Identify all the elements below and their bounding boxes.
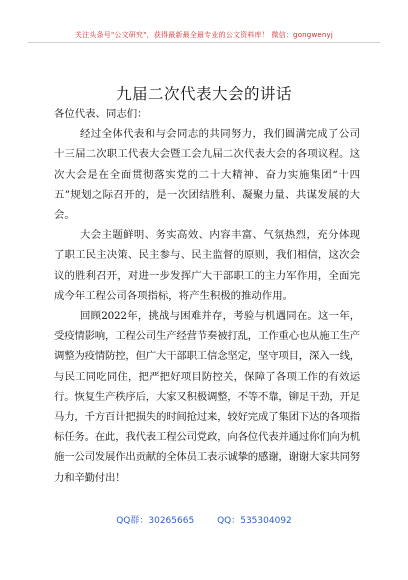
paragraph-1: 经过全体代表和与会同志的共同努力，我们圆满完成了公司十三届二次职工代表大会暨工会九届二次代表大会的各项议程。这次大会是在全面贯彻落实党的二十大精神、奋力实施集团“十四五”规划之际召开的，是一次团结胜利、凝聚力量、共谋发展的大会。 <box>54 128 360 222</box>
footer-contact: QQ群：30265665 QQ：535304092 <box>116 516 292 526</box>
document-title: 九届二次代表大会的讲话 <box>115 85 292 103</box>
salutation: 各位代表、同志们： <box>54 108 148 120</box>
header-note: 关注头条号"公文研究"，获得最新最全最专业的公文资料库！ 微信：gongwenyj <box>74 31 334 39</box>
paragraph-2: 大会主题鲜明、务实高效、内容丰富、气氛热烈，充分体现了职工民主决策、民主参与、民主监督的原则，我们相信，这次会议的胜利召开，对进一步发挥广大干部职工的主力军作用，全面完成今年工程公司各项指标，将产生积极的推动作用。 <box>54 229 360 302</box>
paragraph-3: 回顾2022年，挑战与困难并存，考验与机遇同在。这一年，受疫情影响，工程公司生产经营节奏被打乱，工作重心也从施工生产调整为疫情防控，但广大干部职工信念坚定，坚守项目，深入一线，与民工同吃同住，把严把好项目防控关，保障了各项工作的有效运行。恢复生产秩序后，大家又积极调整，不等不靠，铆足干劲，开足马力，千方百计把损失的时间抢过来，较好完成了集团下达的各项指标任务。在此，我代表工程公司党政，向各位代表并通过你们向为机施一公司发展作出贡献的全体员工表示诚挚的感谢，谢谢大家共同努力和辛勤付出！ <box>54 310 360 484</box>
document-body <box>54 104 360 488</box>
